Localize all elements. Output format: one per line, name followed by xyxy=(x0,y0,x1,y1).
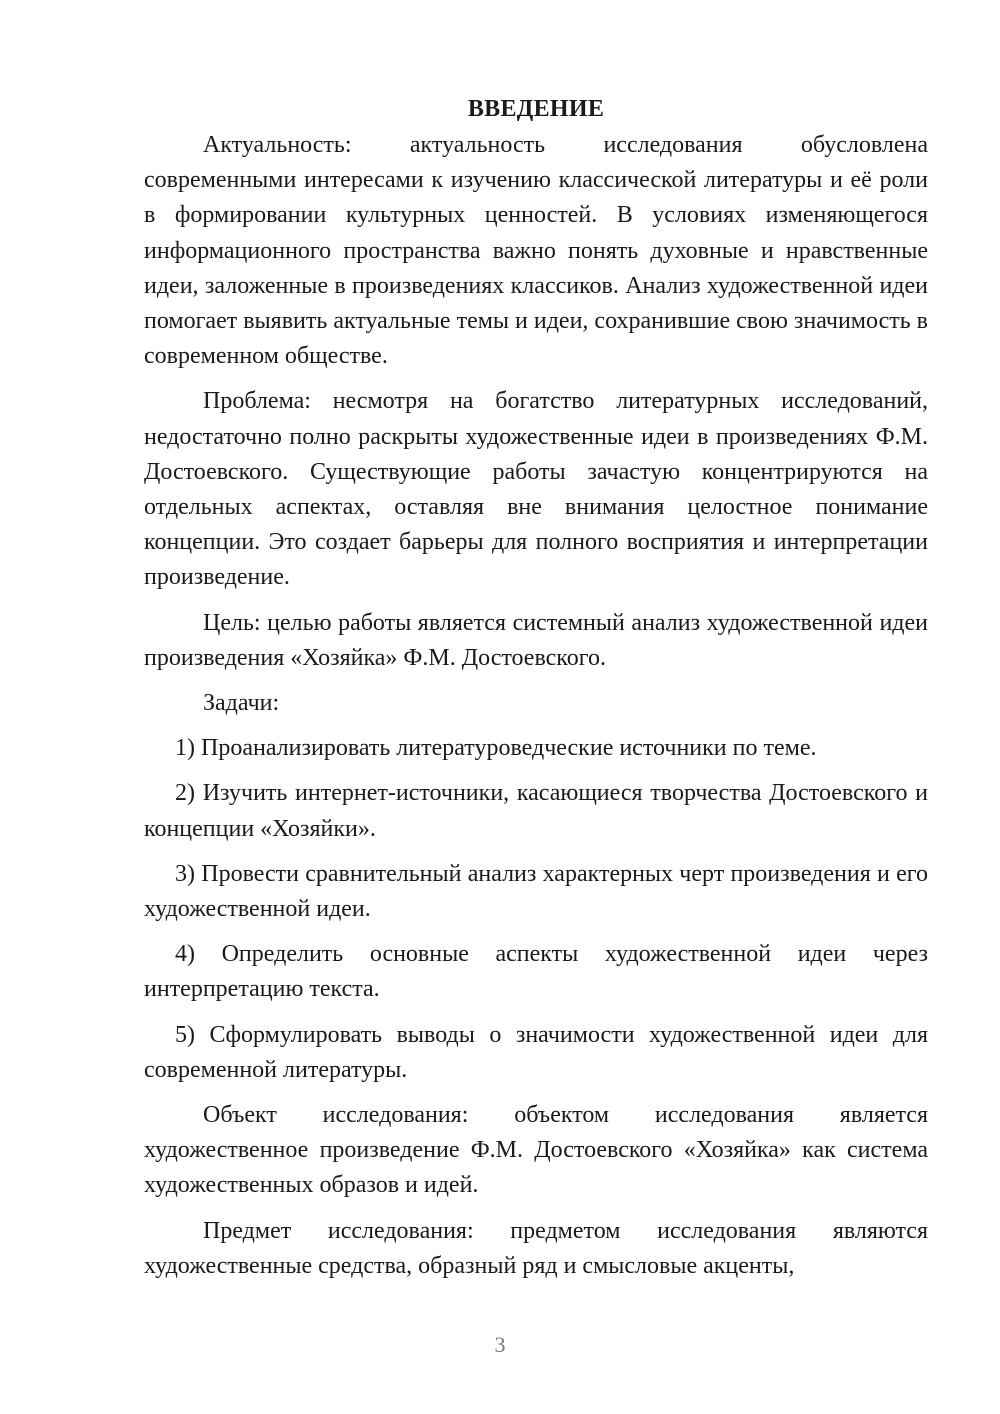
relevance-paragraph: Актуальность: актуальность исследования обусловлена современными интересами к изучению классической литературы и её роли в формировании культурных ценностей. В условиях изменяющегося информационного пространства важно понять духовные и нравственные идеи, заложенные в произведениях классиков. Анализ художественной идеи помогает выявить актуальные темы и идеи, сохранившие свою значимость в современном обществе. xyxy=(144,132,929,370)
subject-paragraph: Предмет исследования: предметом исследования являются художественные средства, образный ряд и смысловые акценты, xyxy=(144,1217,928,1279)
goal-paragraph: Цель: целью работы является системный анализ художественной идеи произведения «Хозяйка» Ф.М. Достоевского. xyxy=(144,609,928,671)
section-title: ВВЕДЕНИЕ xyxy=(467,96,605,122)
page-number: 3 xyxy=(494,1332,506,1357)
problem-paragraph: Проблема: несмотря на богатство литературных исследований, недостаточно полно раскрыты художественные идеи в произведениях Ф.М. Достоевского. Существующие работы зачастую концентрируются на отдельных аспектах, оставляя вне внимания целостное понимание концепции. Это создает барьеры для полного восприятия и интерпретации произведение. xyxy=(144,388,928,591)
task-item-4: 4) Определить основные аспекты художественной идеи через интерпретацию текста. xyxy=(144,941,928,1003)
task-item-5: 5) Сформулировать выводы о значимости художественной идеи для современной литературы. xyxy=(144,1021,928,1083)
task-item-3: 3) Провести сравнительный анализ характерных черт произведения и его художественной идеи. xyxy=(144,860,928,923)
object-paragraph: Объект исследования: объектом исследования является художественное произведение Ф.М. Достоевского «Хозяйка» как система художественных образов и идей. xyxy=(144,1102,928,1199)
page-content xyxy=(144,92,928,1294)
tasks-label: Задачи: xyxy=(203,690,280,717)
task-item-1: 1) Проанализировать литературоведческие источники по теме. xyxy=(175,735,817,762)
task-item-2: 2) Изучить интернет-источники, касающиеся творчества Достоевского и концепции «Хозяйки». xyxy=(144,780,928,842)
